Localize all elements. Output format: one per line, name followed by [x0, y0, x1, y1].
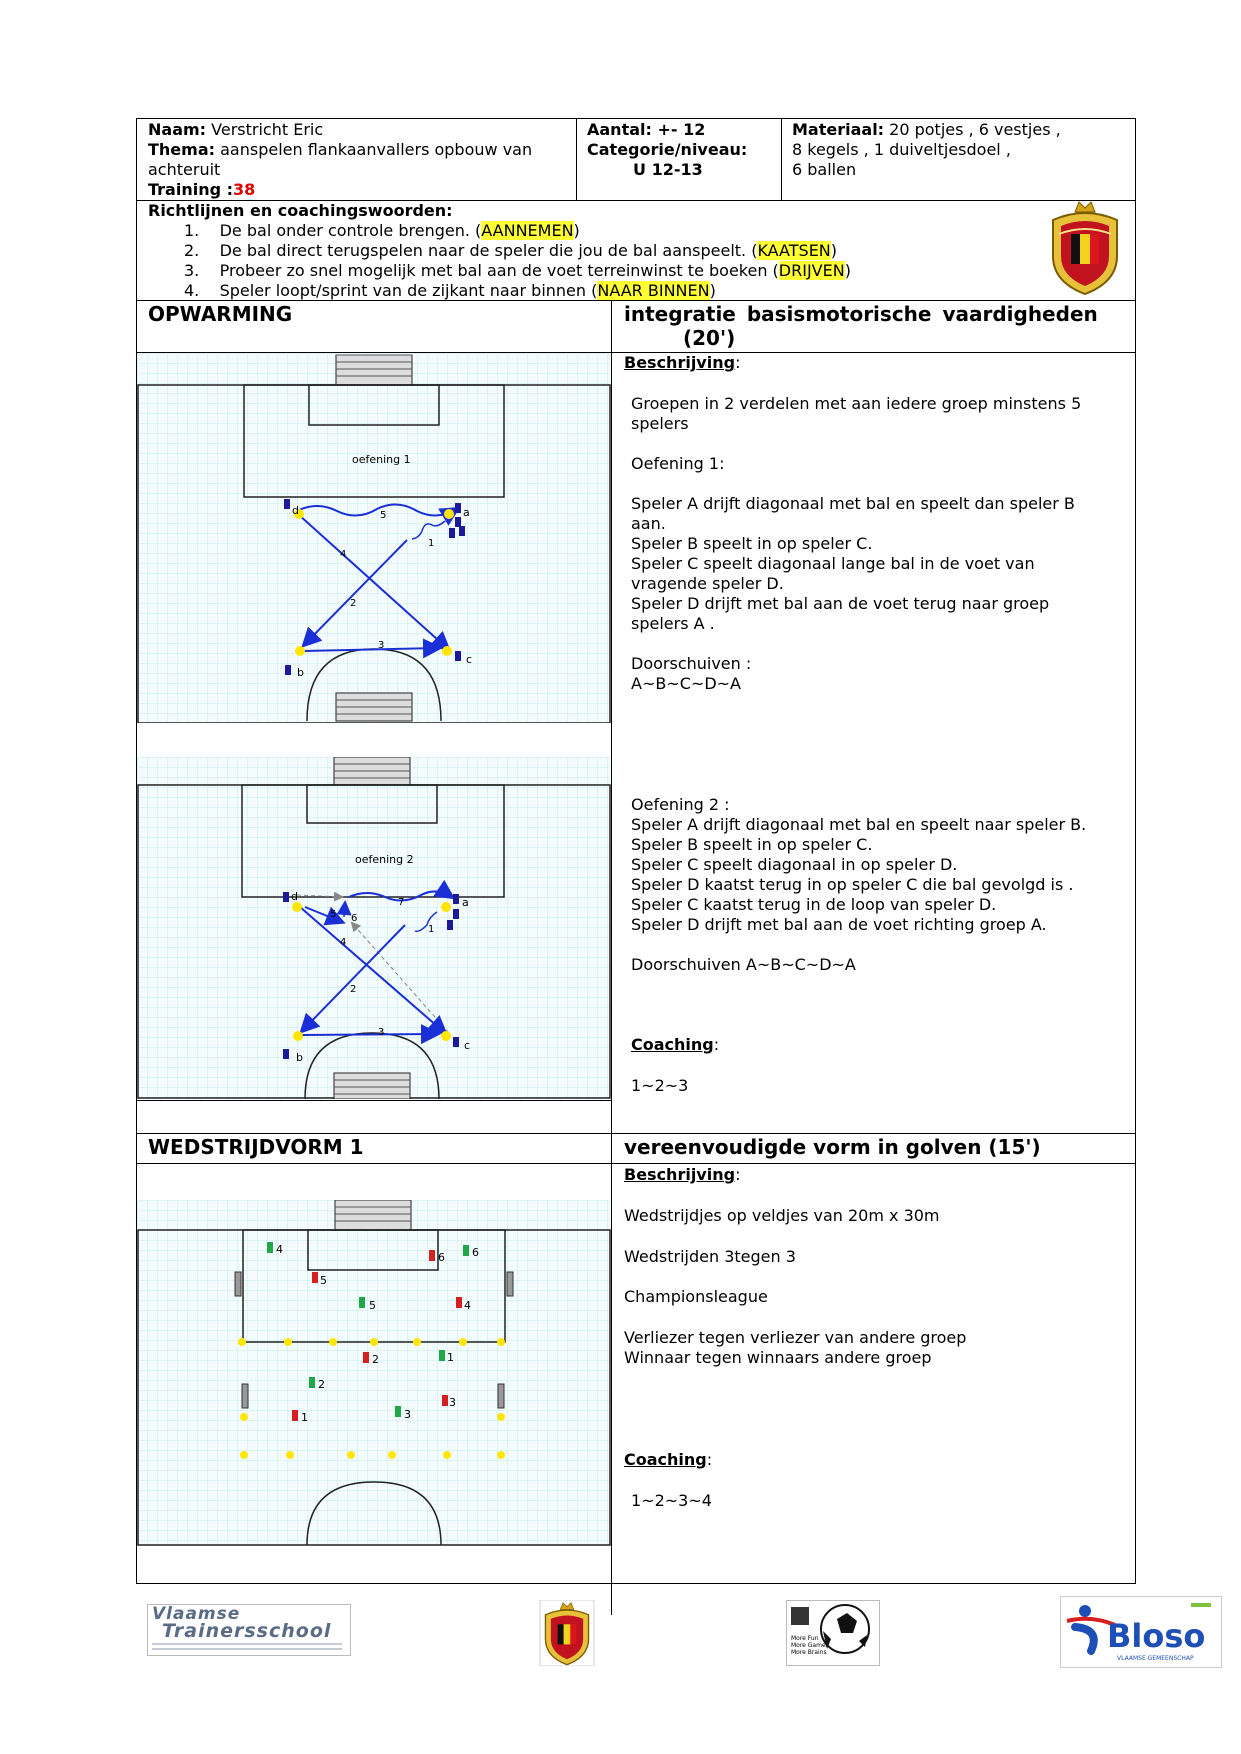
- training-field: Training :38: [148, 180, 256, 199]
- vlaamse-trainersschool-logo: [147, 1604, 351, 1656]
- opw-line-9: spelers A .: [631, 614, 715, 633]
- pass-arrow-5: [297, 504, 457, 515]
- richtlijn-2: 2. De bal direct terugspelen naar de speler die jou de bal aanspeelt. (KAATSEN): [184, 241, 838, 260]
- categorie-value: U 12-13: [633, 160, 703, 179]
- opw-line-4: aan.: [631, 514, 666, 533]
- richtlijnen-title: Richtlijnen en coachingswoorden:: [148, 201, 453, 220]
- wedstrijd-coaching-label: Coaching:: [624, 1450, 713, 1469]
- bloso-subtext: VLAAMSE GEMEENSCHAP: [1117, 1655, 1194, 1662]
- materiaal-field: Materiaal: 20 potjes , 6 vestjes ,: [792, 120, 1061, 139]
- oefening-2-diagram: [137, 757, 611, 1099]
- main-col-divider: [611, 300, 612, 1615]
- diagram1-num-2: 2: [350, 598, 357, 609]
- wedstrijd-top-line: [136, 1133, 1135, 1134]
- red-4: 4: [464, 1299, 471, 1312]
- opwarming-coaching-value: 1~2~3: [631, 1076, 689, 1095]
- cone: [444, 509, 454, 519]
- diagram2-num-6: 6: [351, 913, 358, 924]
- opw-line-1: spelers: [631, 414, 689, 433]
- categorie-label: Categorie/niveau:: [587, 140, 748, 159]
- diagram1-num-5: 5: [380, 510, 387, 521]
- more-fun-logo: [786, 1600, 880, 1666]
- morefun-3: More Brains: [791, 1649, 827, 1656]
- col-divider-1: [576, 118, 577, 200]
- green-2: 2: [318, 1378, 325, 1391]
- vts-line2: Trainersschool: [162, 1620, 332, 1642]
- diagram1-label-b: b: [297, 666, 304, 679]
- green-1: 1: [447, 1351, 454, 1364]
- opwarming-coaching-label: Coaching:: [631, 1035, 720, 1054]
- opw-line-5: Speler B speelt in op speler C.: [631, 534, 873, 553]
- red-3: 3: [449, 1396, 456, 1409]
- kbvb-crest-footer-logo: [532, 1600, 602, 1666]
- diagram2-num-2: 2: [350, 984, 357, 995]
- opwarming-top-line: [136, 300, 1135, 301]
- wed-line-0: Wedstrijdjes op veldjes van 20m x 30m: [624, 1206, 940, 1225]
- opwarming-beschrijving-label: Beschrijving:: [624, 353, 741, 372]
- wedstrijd-header-line: [136, 1163, 1135, 1164]
- pass-arrow-2: [304, 540, 407, 645]
- diagram2-label-b: b: [296, 1051, 303, 1064]
- vts-line1: Vlaamse: [152, 1604, 241, 1624]
- diagram2-label-a: a: [462, 896, 469, 909]
- opw-line-2: Oefening 1:: [631, 454, 725, 473]
- thema-field: Thema: aanspelen flankaanvallers opbouw van: [148, 140, 533, 159]
- diagram1-label-c: c: [466, 653, 473, 666]
- opw-line-8: Speler D drijft met bal aan de voet terug naar groep: [631, 594, 1050, 613]
- pass-arrow-6: [344, 903, 345, 917]
- cone: [295, 646, 305, 656]
- opw-line-16: Speler D kaatst terug in op speler C die bal gevolgd is .: [631, 875, 1074, 894]
- materiaal-line3: 6 ballen: [792, 160, 857, 179]
- opw-line-19: Doorschuiven A~B~C~D~A: [631, 955, 856, 974]
- wedstrijdvorm-title: WEDSTRIJDVORM 1: [148, 1135, 364, 1159]
- pass-arrow-3: [304, 648, 439, 651]
- diagram1-label-a: a: [463, 506, 470, 519]
- opw-line-15: Speler C speelt diagonaal in op speler D.: [631, 855, 958, 874]
- opw-line-17: Speler C kaatst terug in de loop van speler D.: [631, 895, 997, 914]
- richtlijn-4: 4. Speler loopt/sprint van de zijkant naar binnen (NAAR BINNEN): [184, 281, 716, 300]
- pass-arrow-3: [302, 1034, 437, 1035]
- red-1: 1: [301, 1411, 308, 1424]
- green-6: 6: [472, 1246, 479, 1259]
- oefening-2-label: oefening 2: [355, 853, 414, 866]
- opw-line-3: Speler A drijft diagonaal met bal en speelt dan speler B: [631, 494, 1075, 513]
- opw-line-11: A~B~C~D~A: [631, 674, 741, 693]
- opwarming-title: OPWARMING: [148, 302, 293, 326]
- wed-line-4: Winnaar tegen winnaars andere groep: [624, 1348, 932, 1367]
- opw-line-10: Doorschuiven :: [631, 654, 752, 673]
- opwarming-left-bottom-line: [136, 1100, 612, 1101]
- red-6: 6: [438, 1251, 445, 1264]
- wed-line-2: Championsleague: [624, 1287, 768, 1306]
- diagram2-num-1: 1: [428, 924, 435, 935]
- aantal-field: Aantal: +- 12: [587, 120, 706, 139]
- opw-line-13: Speler A drijft diagonaal met bal en speelt naar speler B.: [631, 815, 1087, 834]
- diagram2-num-7: 7: [398, 897, 405, 908]
- richtlijn-1: 1. De bal onder controle brengen. (AANNEMEN): [184, 221, 580, 240]
- diagram2-num-5: 5: [330, 909, 337, 920]
- diagram2-label-c: c: [464, 1039, 471, 1052]
- materiaal-line2: 8 kegels , 1 duiveltjesdoel ,: [792, 140, 1011, 159]
- pass-arrow-4: [299, 515, 448, 649]
- diagram1-num-3: 3: [378, 640, 385, 651]
- diagram2-label-d: d: [291, 890, 298, 903]
- opw-line-0: Groepen in 2 verdelen met aan iedere groep minstens 5: [631, 394, 1082, 413]
- col-divider-2: [781, 118, 782, 200]
- cone: [442, 646, 452, 656]
- diagram1-label-d: d: [292, 504, 299, 517]
- opw-line-12: Oefening 2 :: [631, 795, 730, 814]
- opw-line-7: vragende speler D.: [631, 574, 784, 593]
- bloso-logo: [1060, 1596, 1222, 1668]
- oefening-1-arrows: [137, 353, 611, 723]
- green-4: 4: [276, 1243, 283, 1256]
- green-3: 3: [404, 1408, 411, 1421]
- kbvb-crest-logo: [1045, 198, 1125, 296]
- wedstrijd-beschrijving-label: Beschrijving:: [624, 1165, 741, 1184]
- wedstrijdvorm-diagram: [137, 1200, 611, 1546]
- opw-line-18: Speler D drijft met bal aan de voet richting groep A.: [631, 915, 1047, 934]
- thema-field-cont: achteruit: [148, 160, 221, 179]
- naam-field: Naam: Verstricht Eric: [148, 120, 324, 139]
- oefening-1-label: oefening 1: [352, 453, 411, 466]
- opwarming-subtitle: integratie basismotorische vaardigheden: [624, 302, 1098, 326]
- green-5: 5: [369, 1299, 376, 1312]
- bloso-text: Bloso: [1107, 1617, 1206, 1655]
- wedstrijd-coaching-value: 1~2~3~4: [631, 1491, 712, 1510]
- red-5: 5: [320, 1274, 327, 1287]
- opwarming-duration: (20'): [683, 326, 736, 350]
- morefun-1: More Fun: [791, 1635, 819, 1642]
- wed-line-1: Wedstrijden 3tegen 3: [624, 1247, 796, 1266]
- red-2: 2: [372, 1353, 379, 1366]
- richtlijn-3: 3. Probeer zo snel mogelijk met bal aan de voet terreinwinst te boeken (DRIJVEN): [184, 261, 851, 280]
- diagram2-num-4: 4: [340, 937, 347, 948]
- diagram1-num-1: 1: [428, 538, 435, 549]
- opw-line-14: Speler B speelt in op speler C.: [631, 835, 873, 854]
- wed-line-3: Verliezer tegen verliezer van andere groep: [624, 1328, 967, 1347]
- diagram1-num-4: 4: [340, 549, 347, 560]
- morefun-2: More Games: [791, 1642, 829, 1649]
- opw-line-6: Speler C speelt diagonaal lange bal in de voet van: [631, 554, 1035, 573]
- wedstrijdvorm-subtitle: vereenvoudigde vorm in golven (15'): [624, 1135, 1041, 1159]
- diagram2-num-3: 3: [378, 1027, 385, 1038]
